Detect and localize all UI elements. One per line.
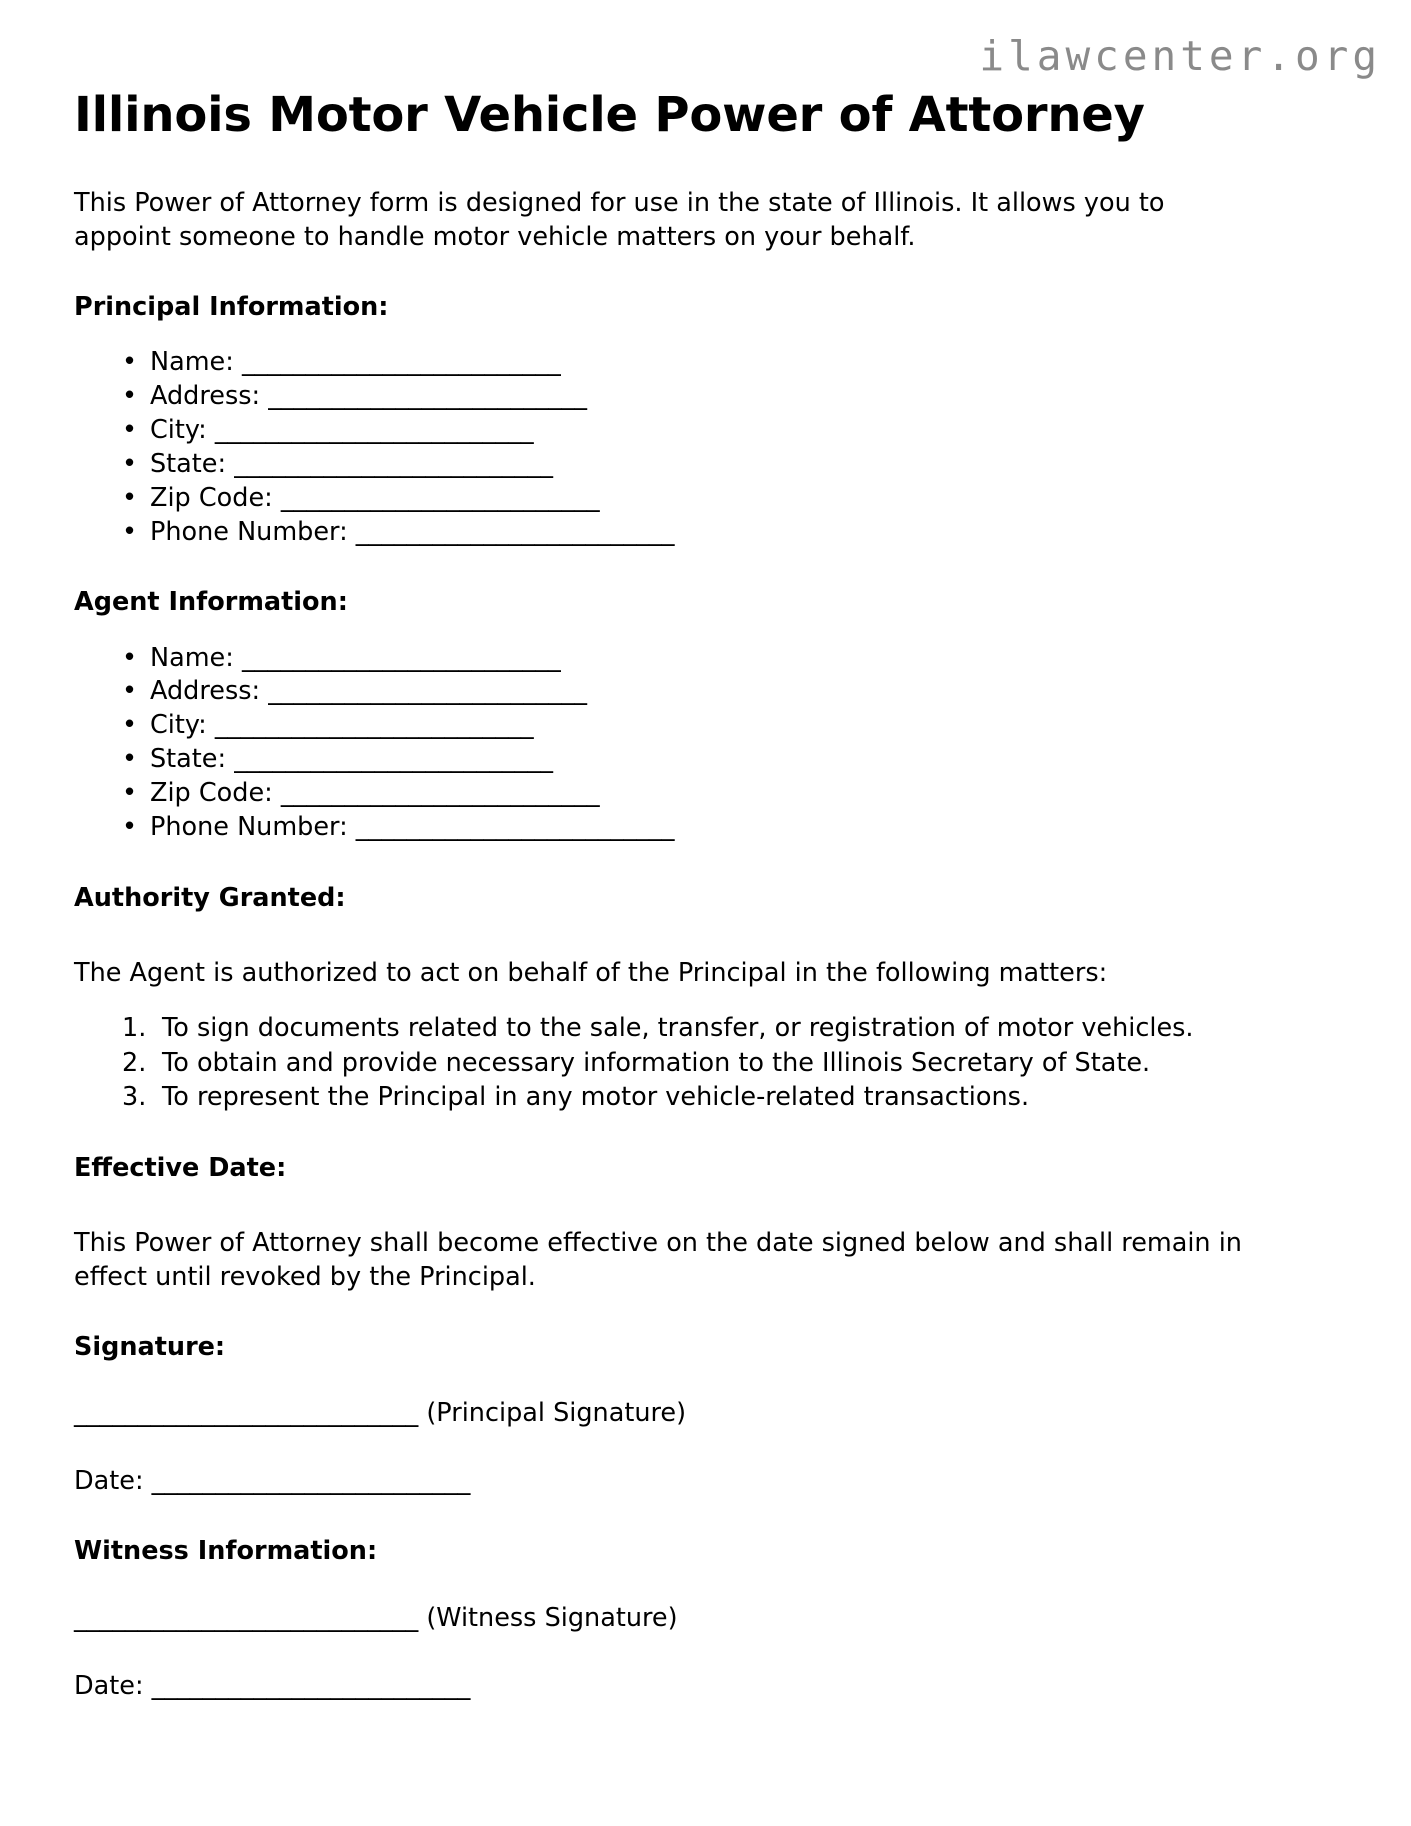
list-item xyxy=(150,642,1336,676)
witness-date-blank[interactable]: _________________________ xyxy=(151,1670,471,1701)
principal-date-blank[interactable]: _________________________ xyxy=(151,1466,471,1497)
field-label: State: xyxy=(150,744,227,775)
list-item xyxy=(150,516,1336,550)
field-blank[interactable]: _________________________ xyxy=(355,516,675,547)
field-label: Address: xyxy=(150,380,261,411)
list-item xyxy=(150,482,1336,516)
field-blank[interactable]: _________________________ xyxy=(280,482,600,513)
field-blank[interactable]: _________________________ xyxy=(268,380,588,411)
witness-signature-row xyxy=(74,1601,1336,1635)
list-item: To represent the Principal in any motor vehicle-related transactions. xyxy=(162,1082,1030,1113)
list-item xyxy=(150,709,1336,743)
signature-heading: Signature: xyxy=(74,1332,226,1363)
principal-signature-row xyxy=(74,1396,1336,1430)
field-label: State: xyxy=(150,448,227,479)
site-watermark: ilawcenter.org xyxy=(979,32,1381,80)
field-label: Phone Number: xyxy=(150,516,348,547)
list-item xyxy=(150,346,1336,380)
field-label: Zip Code: xyxy=(150,778,273,809)
agent-information-heading: Agent Information: xyxy=(74,587,348,618)
list-item xyxy=(150,675,1336,709)
list-item xyxy=(150,777,1336,811)
field-blank[interactable]: _________________________ xyxy=(234,448,553,479)
principal-information-heading: Principal Information: xyxy=(74,291,389,322)
agent-field-list xyxy=(74,642,1336,845)
field-label: City: xyxy=(150,414,207,445)
field-label: Zip Code: xyxy=(150,482,273,513)
witness-date-row xyxy=(74,1669,1336,1703)
principal-signature-blank[interactable]: ___________________________ xyxy=(74,1398,419,1429)
principal-date-row xyxy=(74,1464,1336,1498)
authority-item-list xyxy=(74,1011,1336,1114)
field-blank[interactable]: _________________________ xyxy=(214,414,534,445)
witness-signature-blank[interactable]: ___________________________ xyxy=(74,1602,419,1633)
field-blank[interactable]: _________________________ xyxy=(355,812,675,843)
field-label: Phone Number: xyxy=(150,812,348,843)
field-label: City: xyxy=(150,710,207,741)
field-blank[interactable]: _________________________ xyxy=(241,347,561,377)
field-label: Name: xyxy=(150,642,234,673)
witness-signature-caption: (Witness Signature) xyxy=(426,1602,678,1633)
list-item xyxy=(150,811,1336,845)
field-blank[interactable]: _________________________ xyxy=(280,778,600,809)
effective-date-paragraph: This Power of Attorney shall become effective on the date signed below and shall remain in effect until revoked by the Principal. xyxy=(74,1227,1242,1292)
field-label: Address: xyxy=(150,676,261,707)
effective-date-heading: Effective Date: xyxy=(74,1152,287,1183)
authority-intro-paragraph: The Agent is authorized to act on behalf of the Principal in the following matters: xyxy=(74,958,1108,989)
principal-date-label: Date: xyxy=(74,1466,144,1497)
list-item xyxy=(150,380,1336,414)
field-label: Name: xyxy=(150,347,234,377)
principal-field-list xyxy=(74,346,1336,549)
principal-signature-caption: (Principal Signature) xyxy=(426,1398,687,1429)
list-item xyxy=(150,448,1336,482)
list-item xyxy=(150,414,1336,448)
list-item: To sign documents related to the sale, transfer, or registration of motor vehicles. xyxy=(162,1013,1194,1044)
field-blank[interactable]: _________________________ xyxy=(241,642,561,673)
document-body xyxy=(74,86,1336,1703)
field-blank[interactable]: _________________________ xyxy=(234,744,553,775)
page-title: Illinois Motor Vehicle Power of Attorney xyxy=(74,87,1145,143)
witness-date-label: Date: xyxy=(74,1670,144,1701)
authority-granted-heading: Authority Granted: xyxy=(74,883,346,914)
list-item xyxy=(150,743,1336,777)
field-blank[interactable]: _________________________ xyxy=(268,676,588,707)
witness-information-heading: Witness Information: xyxy=(74,1536,378,1567)
list-item: To obtain and provide necessary information to the Illinois Secretary of State. xyxy=(162,1047,1151,1078)
field-blank[interactable]: _________________________ xyxy=(214,710,534,741)
intro-paragraph: This Power of Attorney form is designed for use in the state of Illinois. It allows you to appoint someone to handle motor vehicle matters on your behalf. xyxy=(74,187,1165,252)
